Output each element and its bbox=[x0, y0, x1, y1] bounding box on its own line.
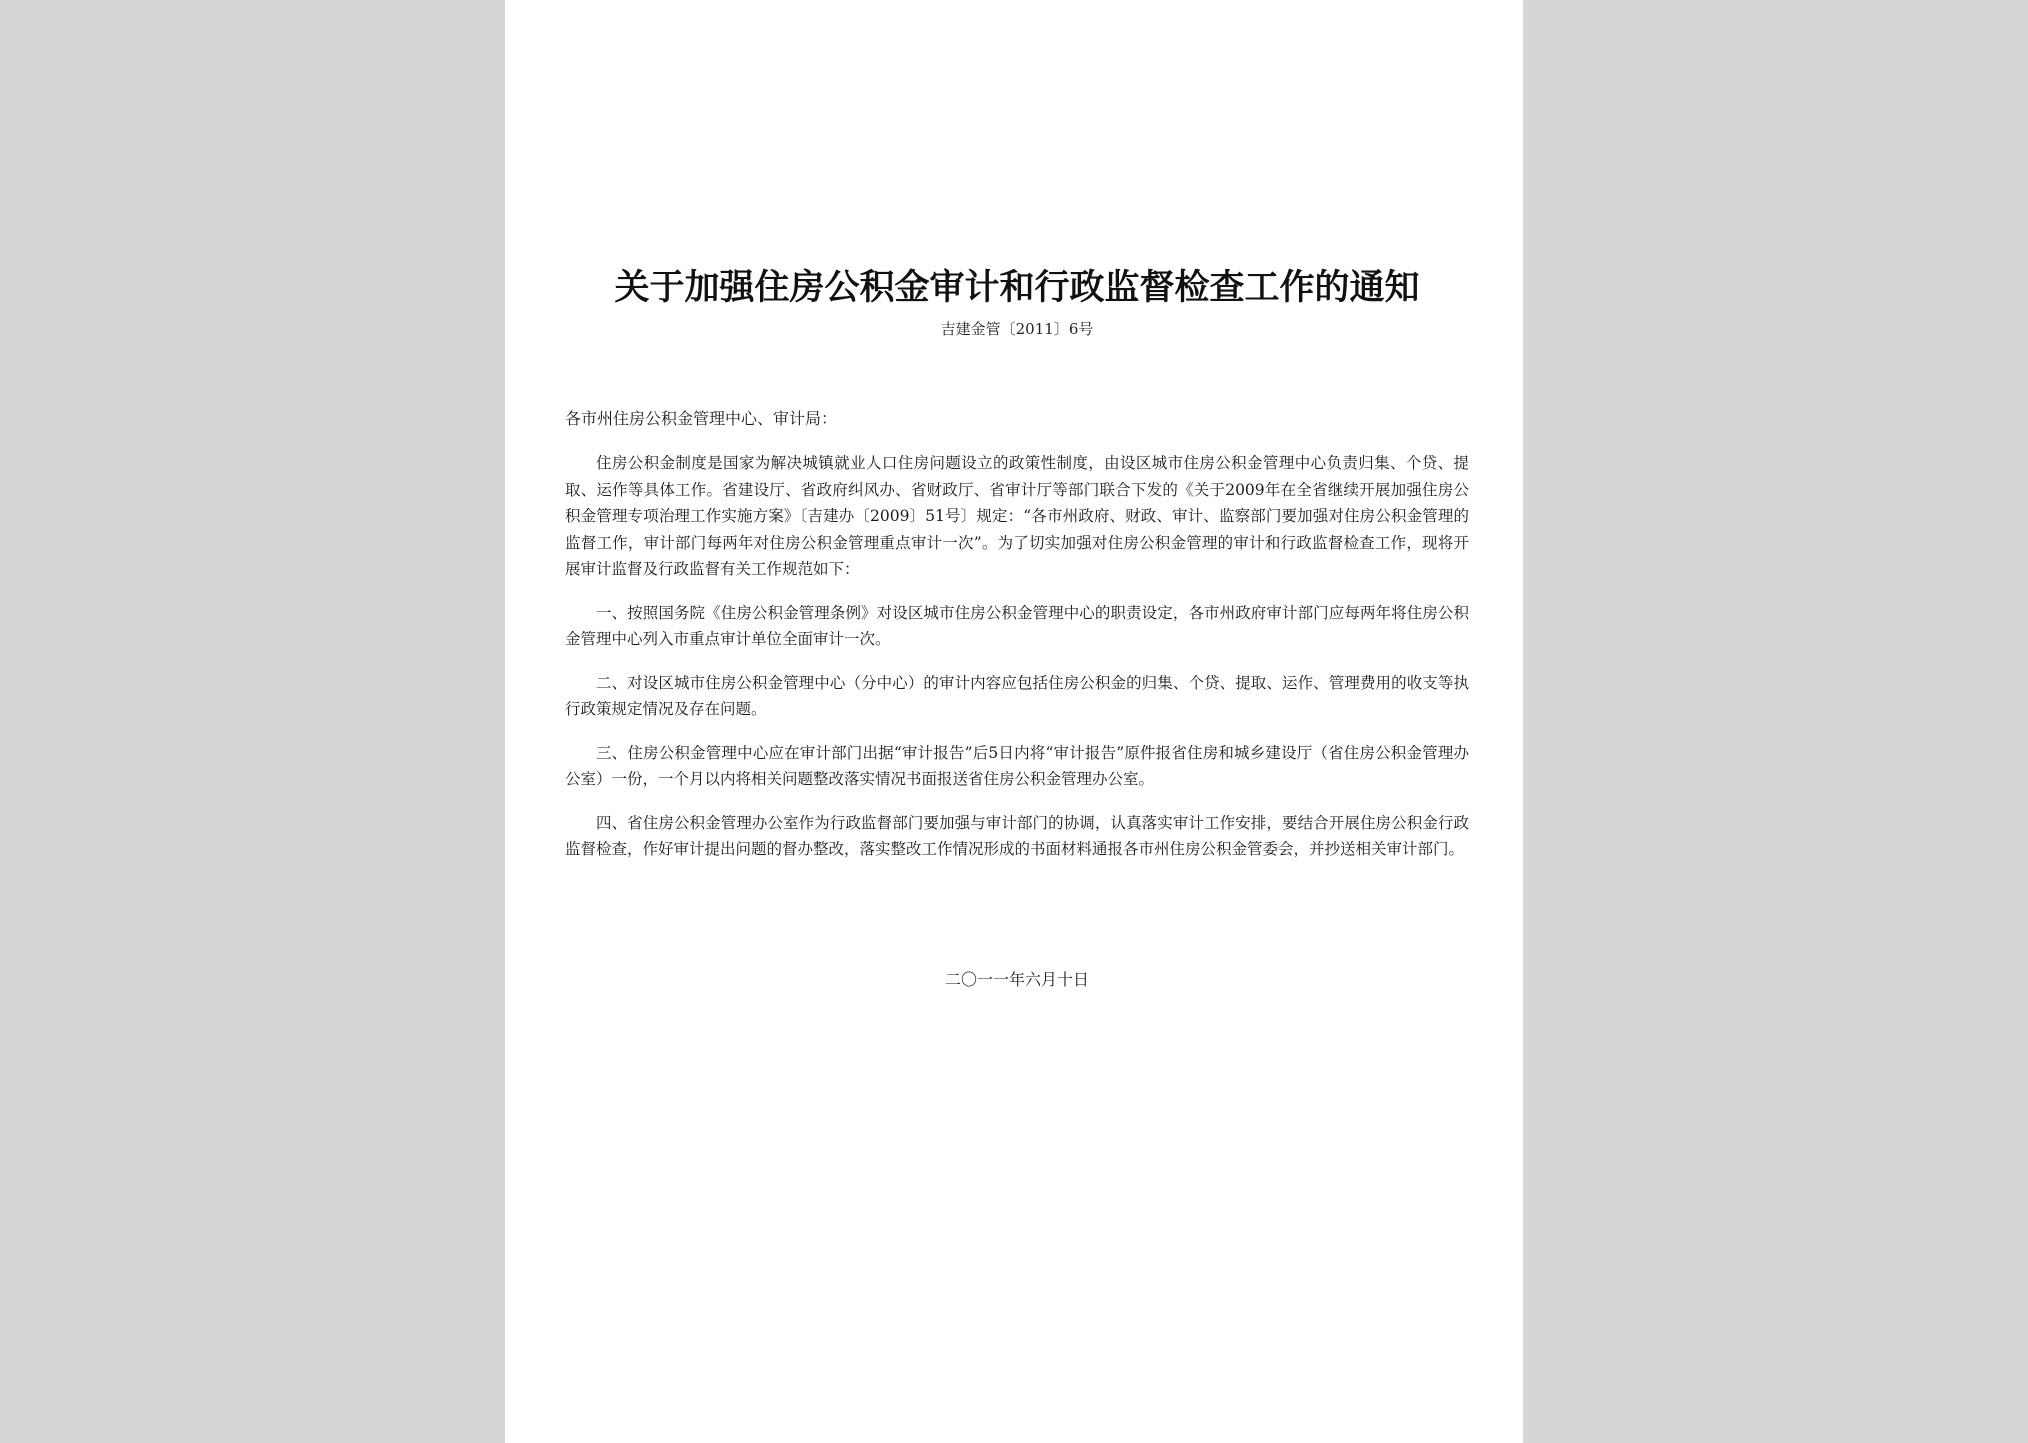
salutation: 各市州住房公积金管理中心、审计局： bbox=[565, 409, 838, 428]
document-page bbox=[505, 0, 1523, 1443]
document-body bbox=[565, 258, 1469, 993]
paragraph-item-1: 一、按照国务院《住房公积金管理条例》对设区城市住房公积金管理中心的职责设定，各市州政府审计部门应每两年将住房公积金管理中心列入市重点审计单位全面审计一次。 bbox=[565, 603, 1469, 648]
paragraph-item-3: 三、住房公积金管理中心应在审计部门出据“审计报告”后5日内将“审计报告”原件报省住房和城乡建设厅（省住房公积金管理办公室）一份，一个月以内将相关问题整改落实情况书面报送省住房公积金管理办公室。 bbox=[565, 743, 1469, 788]
paragraph-item-2: 二、对设区城市住房公积金管理中心（分中心）的审计内容应包括住房公积金的归集、个贷、提取、运作、管理费用的收支等执行政策规定情况及存在问题。 bbox=[565, 673, 1469, 718]
document-number: 吉建金管〔2011〕6号 bbox=[940, 320, 1094, 338]
paragraph-item-4: 四、省住房公积金管理办公室作为行政监督部门要加强与审计部门的协调，认真落实审计工作安排，要结合开展住房公积金行政监督检查，作好审计提出问题的督办整改，落实整改工作情况形成的书面材料通报各市州住房公积金管委会，并抄送相关审计部门。 bbox=[565, 813, 1469, 858]
document-date: 二〇一一年六月十日 bbox=[944, 969, 1089, 989]
paragraph-intro: 住房公积金制度是国家为解决城镇就业人口住房问题设立的政策性制度，由设区城市住房公积金管理中心负责归集、个贷、提取、运作等具体工作。省建设厅、省政府纠风办、省财政厅、省审计厅等部门联合下发的《关于2009年在全省继续开展加强住房公积金管理专项治理工作实施方案》〔吉建办〔2009〕51号〕规定：“各市州政府、财政、审计、监察部门要加强对住房公积金管理的监督工作，审计部门每两年对住房公积金管理重点审计一次”。为了切实加强对住房公积金管理的审计和行政监督检查工作，现将开展审计监督及行政监督有关工作规范如下： bbox=[565, 454, 1469, 578]
document-title: 关于加强住房公积金审计和行政监督检查工作的通知 bbox=[614, 267, 1420, 308]
